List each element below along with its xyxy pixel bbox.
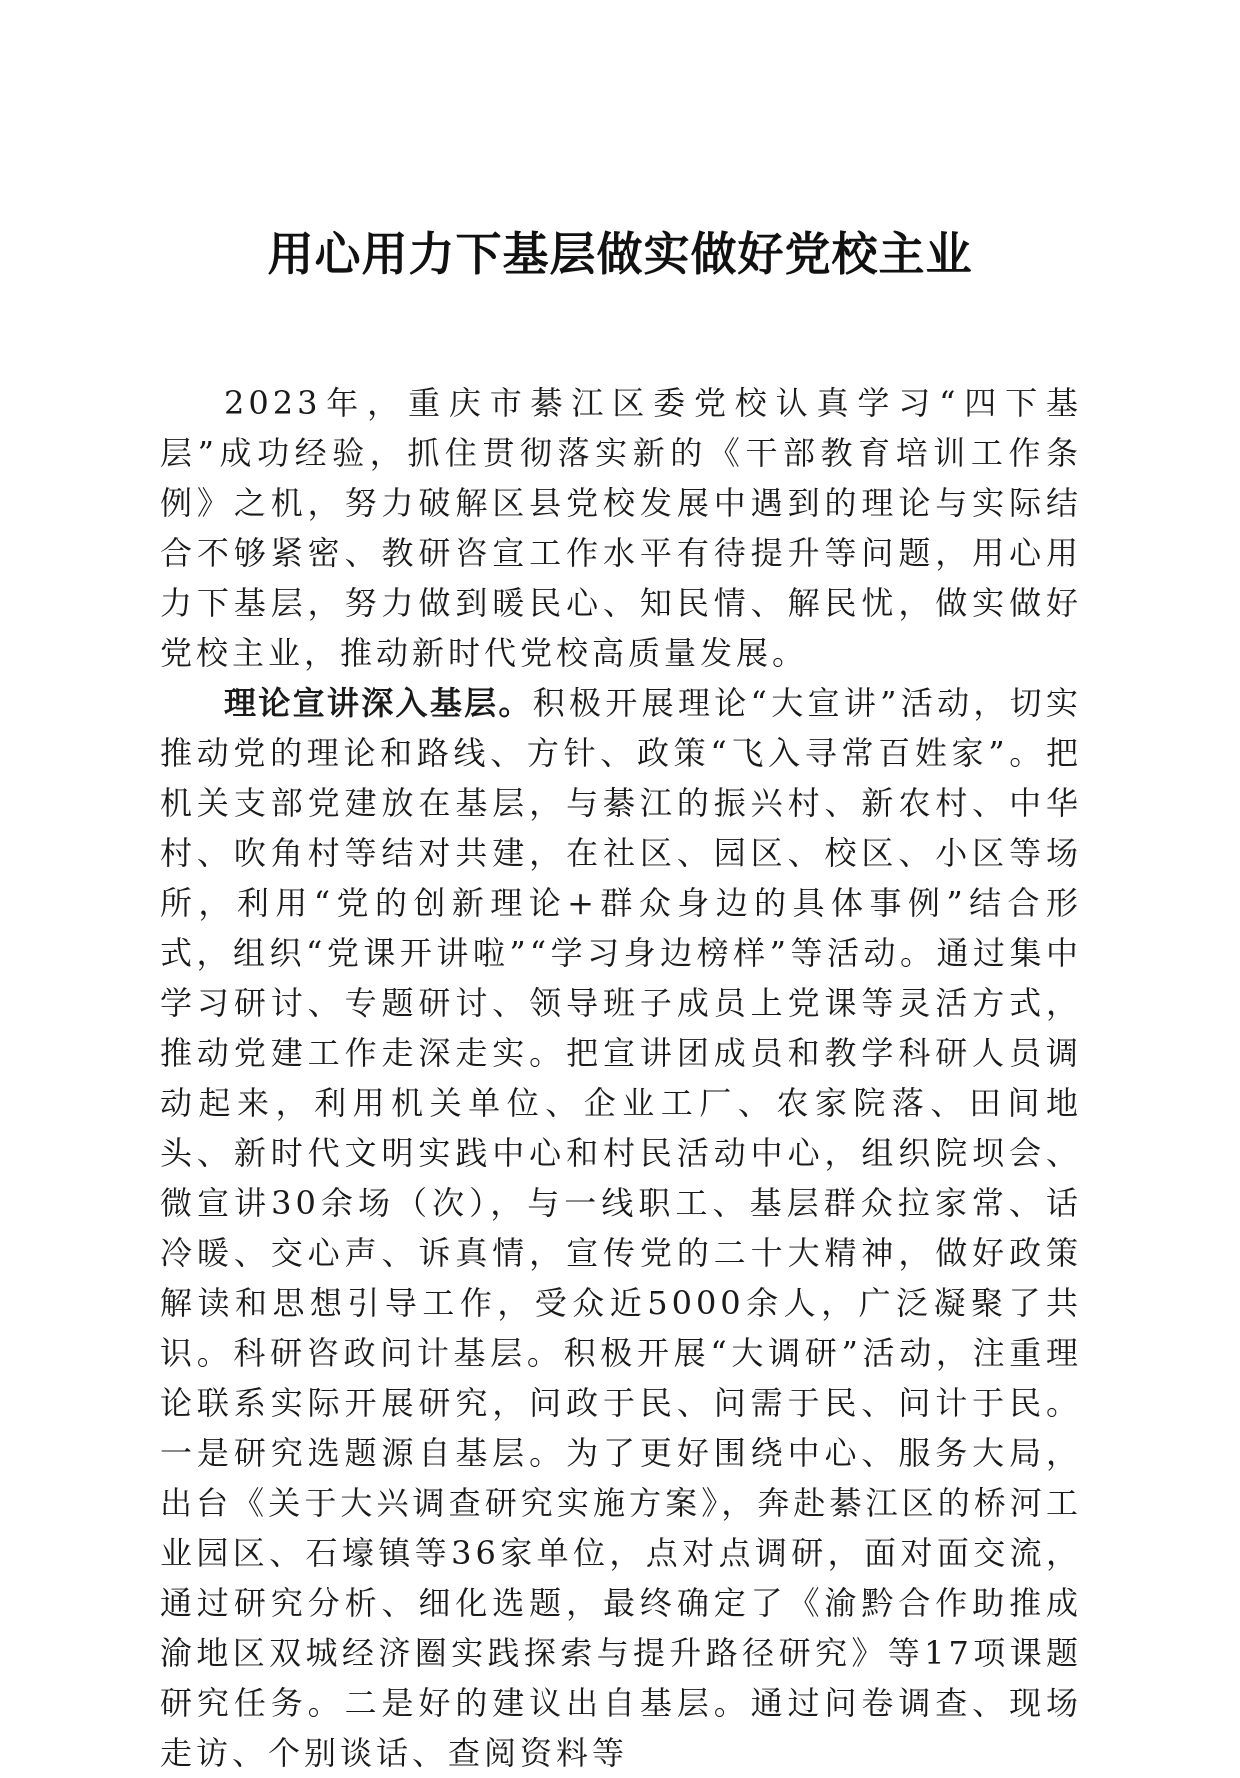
- paragraph-intro: [160, 378, 1082, 678]
- paragraph-text: 积极开展理论“大宣讲”活动，切实推动党的理论和路线、方针、政策“飞入寻常百姓家”。把机关支部党建放在基层，与綦江的振兴村、新农村、中华村、吹角村等结对共建，在社区、园区、校区、小区等场所，利用“党的创新理论+群众身边的具体事例”结合形式，组织“党课开讲啦”“学习身边榜样”等活动。通过集中学习研讨、专题研讨、领导班子成员上党课等灵活方式，推动党建工作走深走实。把宣讲团成员和教学科研人员调动起来，利用机关单位、企业工厂、农家院落、田间地头、新时代文明实践中心和村民活动中心，组织院坝会、微宣讲30余场（次），与一线职工、基层群众拉家常、话冷暖、交心声、诉真情，宣传党的二十大精神，做好政策解读和思想引导工作，受众近5000余人，广泛凝聚了共识。科研咨政问计基层。积极开展“大调研”活动，注重理论联系实际开展研究，问政于民、问需于民、问计于民。一是研究选题源自基层。为了更好围绕中心、服务大局，出台《关于大兴调查研究实施方案》，奔赴綦江区的桥河工业园区、石壕镇等36家单位，点对点调研，面对面交流，通过研究分析、细化选题，最终确定了《渝黔合作助推成渝地区双城经济圈实践探索与提升路径研究》等17项课题研究任务。二是好的建议出自基层。通过问卷调查、现场走访、个别谈话、查阅资料等: [160, 684, 1082, 1772]
- paragraph-theory-outreach: [160, 678, 1082, 1778]
- paragraph-text: 2023年，重庆市綦江区委党校认真学习“四下基层”成功经验，抓住贯彻落实新的《干部教育培训工作条例》之机，努力破解区县党校发展中遇到的理论与实际结合不够紧密、教研咨宣工作水平有待提升等问题，用心用力下基层，努力做到暖民心、知民情、解民忧，做实做好党校主业，推动新时代党校高质量发展。: [160, 384, 1082, 672]
- document-body: [160, 378, 1082, 1778]
- paragraph-lead-heading: 理论宣讲深入基层。: [224, 684, 533, 722]
- document-title: 用心用力下基层做实做好党校主业: [267, 227, 973, 281]
